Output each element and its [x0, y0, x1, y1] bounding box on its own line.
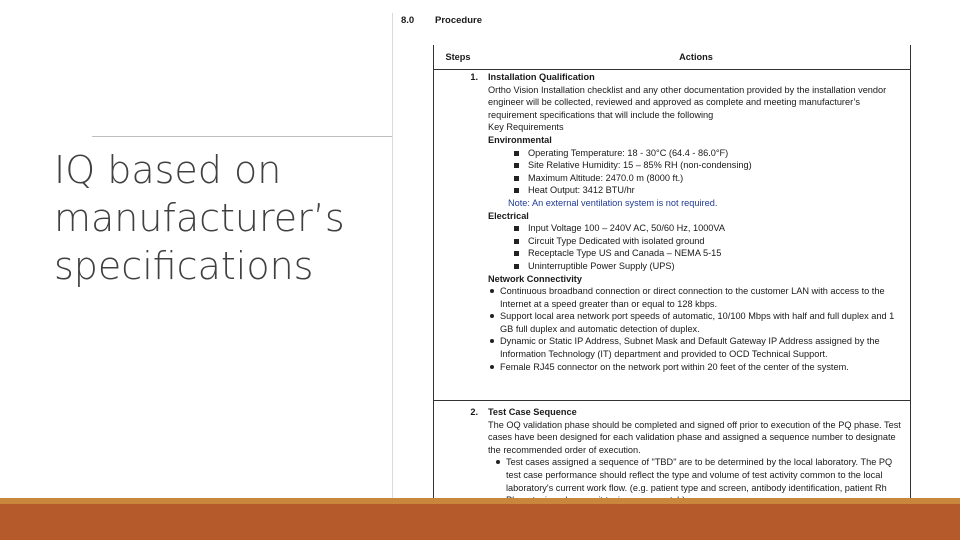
- step-actions: [486, 406, 910, 507]
- header-actions: Actions: [679, 51, 713, 62]
- step-intro: The OQ validation phase should be completed and signed off prior to execution of the PQ phase. Test cases have been designed for each validation phase and assigned a sequence number to designate the recommended order of execution.: [488, 419, 901, 455]
- section-heading: [401, 15, 482, 28]
- slide-title-line-3: specifications: [54, 244, 314, 288]
- list-item: Maximum Altitude: 2470.0 m (8000 ft.): [514, 172, 906, 185]
- list-item: Female RJ45 connector on the network port within 20 feet of the center of the system.: [488, 361, 906, 374]
- procedure-document-image: [392, 13, 931, 518]
- electrical-heading: Electrical: [488, 210, 529, 221]
- list-item: Site Relative Humidity: 15 – 85% RH (non-condensing): [514, 159, 906, 172]
- list-item: Input Voltage 100 – 240V AC, 50/60 Hz, 1000VA: [514, 222, 906, 235]
- list-item: Test cases assigned a sequence of "TBD" are to be determined by the local laboratory. The PQ test case performance should reflect the type and volume of test activity common to the local laboratory's current work flow. (e.g. patient type and screen, antibody identification, patient Rh: [494, 456, 906, 506]
- step-actions: [486, 71, 910, 400]
- step-number: 2.: [470, 407, 478, 417]
- list-item: Uninterruptible Power Supply (UPS): [514, 260, 906, 273]
- electrical-list: [488, 222, 906, 272]
- key-requirements-label: Key Requirements: [488, 122, 564, 133]
- list-item: Circuit Type Dedicated with isolated ground: [514, 235, 906, 248]
- header-steps: Steps: [445, 51, 471, 62]
- section-number: 8.0: [401, 15, 415, 26]
- list-item: Continuous broadband connection or direct connection to the customer LAN with access to the Internet at a speed greater than or equal to 128 kbps.: [488, 285, 906, 310]
- footer-accent-stripe: [0, 498, 960, 504]
- title-divider-line: [92, 136, 392, 137]
- table-header-row: [434, 45, 910, 70]
- network-heading: Network Connectivity: [488, 273, 582, 284]
- environmental-list: [488, 147, 906, 197]
- slide-title-line-2: manufacturer’s: [54, 196, 345, 240]
- procedure-table: [433, 45, 911, 507]
- list-item: Receptacle Type US and Canada – NEMA 5-15: [514, 247, 906, 260]
- environmental-note: Note: An external ventilation system is not required.: [508, 197, 718, 208]
- step-intro: Ortho Vision Installation checklist and any other documentation provided by the installation vendor engineer will be collected, reviewed and approved as complete and meeting manufacturer’s requirement specifications that will include the following: [488, 84, 887, 120]
- environmental-heading: Environmental: [488, 134, 552, 145]
- step-number: 1.: [470, 72, 478, 82]
- footer-accent-bar: [0, 498, 960, 540]
- list-item: Dynamic or Static IP Address, Subnet Mask and Default Gateway IP Address assigned by the Information Technology (IT) department and provided to OCD Technical Support.: [488, 335, 906, 360]
- network-list: [488, 285, 906, 373]
- step-heading: Test Case Sequence: [488, 407, 577, 417]
- section-title: Procedure: [435, 15, 482, 26]
- table-row-step-2: [434, 400, 910, 507]
- list-item: Heat Output: 3412 BTU/hr: [514, 184, 906, 197]
- list-item: Support local area network port speeds of automatic, 10/100 Mbps with half and full duplex and 1 GB full duplex and automatic detection of duplex.: [488, 310, 906, 335]
- slide-title-line-1: IQ based on: [54, 148, 282, 192]
- list-item: Operating Temperature: 18 - 30°C (64.4 - 86.0°F): [514, 147, 906, 160]
- table-row-step-1: [434, 70, 910, 400]
- step-heading: Installation Qualification: [488, 72, 595, 82]
- slide-title: [54, 146, 384, 290]
